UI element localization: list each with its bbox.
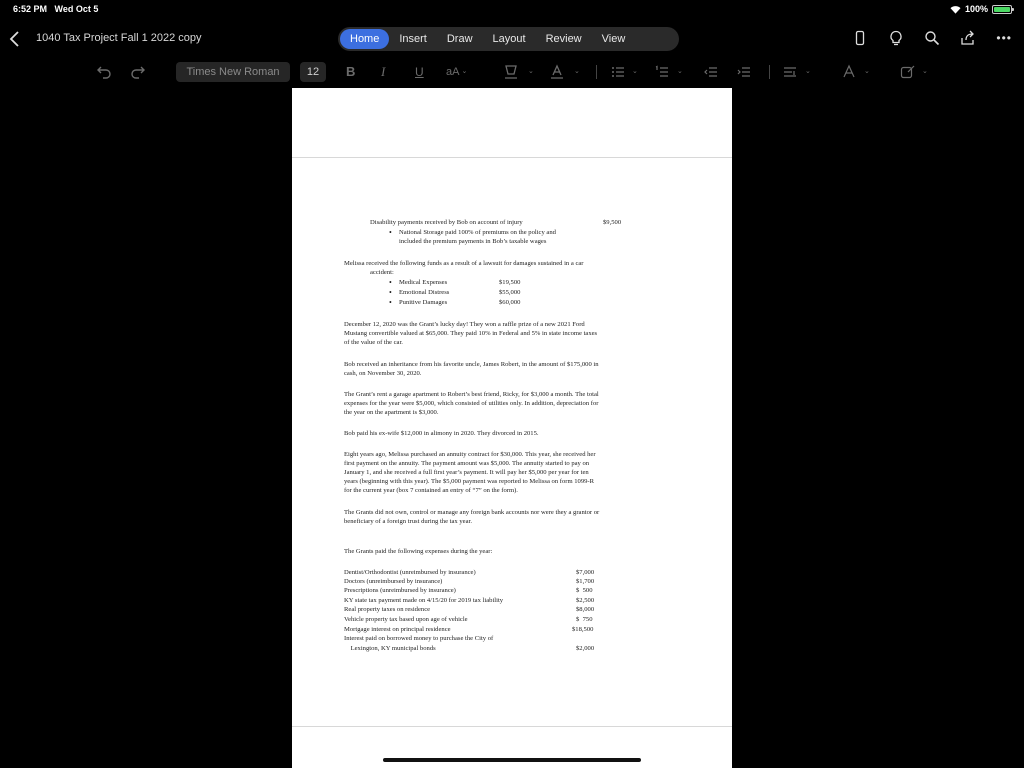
disability-amount: $9,500	[603, 219, 622, 226]
rent-paragraph: expenses for the year were $5,000, which consisted of utilities only. In addition, depreciation for	[344, 400, 599, 407]
tab-layout[interactable]: Layout	[492, 33, 526, 45]
alimony-paragraph: Bob paid his ex-wife $12,000 in alimony in 2020. They divorced in 2015.	[344, 430, 539, 437]
annuity-paragraph: January 1, and she received a full first year’s payment. It will pay her $5,000 per year for ten	[344, 469, 589, 476]
bullets-dropdown-icon[interactable]: ⌄	[632, 68, 638, 75]
numbering-dropdown-icon[interactable]: ⌄	[677, 68, 683, 75]
undo-icon[interactable]	[96, 63, 112, 81]
expense-label: Mortgage interest on principal residence	[344, 626, 451, 633]
inheritance-paragraph: Bob received an inheritance from his favorite uncle, James Robert, in the amount of $175,000 in	[344, 361, 599, 368]
highlighter-icon[interactable]	[503, 63, 519, 81]
expense-amount: $18,500	[572, 626, 594, 633]
melissa-paragraph-cont: accident:	[370, 269, 394, 276]
paragraph-dropdown-icon[interactable]: ⌄	[805, 68, 811, 75]
expense-amount: $ 500	[576, 587, 593, 594]
expense-label: Doctors (unreimbursed by insurance)	[344, 578, 443, 585]
annuity-paragraph: first payment on the annuity. The payment amount was $5,000. The annuity started to pay on	[344, 460, 590, 467]
annuity-paragraph: for the current year (box 7 contained an entry of “7” on the form).	[344, 487, 518, 494]
styles-dropdown-icon[interactable]: ⌄	[864, 68, 870, 75]
annuity-paragraph: years (beginning with this year). The $5,000 payment was reported to Melissa on form 1099-R	[344, 478, 595, 485]
expense-amount: $8,000	[576, 606, 595, 613]
format-icon[interactable]	[899, 63, 915, 81]
raffle-paragraph: Mustang convertible valued at $65,000. They paid 10% in Federal and 5% in state income taxes	[344, 330, 598, 337]
format-dropdown-icon[interactable]: ⌄	[922, 68, 928, 75]
numbering-icon[interactable]	[654, 63, 670, 81]
disability-bullet-cont: included the premium payments in Bob’s taxable wages	[399, 238, 547, 245]
inheritance-paragraph: cash, on November 30, 2020.	[344, 370, 422, 377]
wifi-icon	[950, 5, 961, 14]
document-page[interactable]	[292, 88, 732, 768]
expense-label: KY state tax payment made on 4/15/20 for 2019 tax liability	[344, 597, 504, 604]
status-right	[950, 4, 1012, 14]
tab-home[interactable]: Home	[340, 29, 389, 49]
battery-percent: 100%	[964, 4, 988, 14]
expense-label: Real property taxes on residence	[344, 606, 431, 613]
tab-review[interactable]: Review	[545, 33, 582, 45]
font-color-icon[interactable]	[549, 63, 565, 81]
italic-button[interactable]: I	[381, 64, 386, 79]
damage-label: • Emotional Distress	[399, 289, 449, 297]
document-title[interactable]: 1040 Tax Project Fall 1 2022 copy	[36, 32, 202, 44]
expense-label: Lexington, KY municipal bonds	[344, 645, 436, 652]
decrease-indent-icon[interactable]	[703, 63, 719, 81]
melissa-paragraph: Melissa received the following funds as a result of a lawsuit for damages sustained in a car	[344, 260, 584, 267]
formatting-ribbon	[0, 58, 1024, 86]
paragraph-icon[interactable]	[782, 63, 798, 81]
toolbar-divider	[769, 65, 770, 79]
redo-icon[interactable]	[130, 63, 146, 81]
damage-label: • Punitive Damages	[399, 299, 447, 307]
ribbon-tabs	[338, 27, 679, 51]
status-time: 6:52 PM Wed Oct 5	[13, 4, 99, 14]
tab-view[interactable]: View	[601, 33, 626, 45]
header-boundary	[292, 157, 732, 158]
font-size-adjust-button[interactable]: aA ⌄	[446, 66, 468, 78]
font-name-field[interactable]: Times New Roman	[176, 62, 290, 82]
disability-line: Disability payments received by Bob on account of injury	[370, 219, 523, 226]
expense-label: Dentist/Orthodontist (unreimbursed by insurance)	[344, 569, 476, 576]
underline-button[interactable]: U	[415, 65, 424, 79]
search-icon[interactable]	[924, 30, 940, 46]
home-indicator[interactable]	[383, 758, 641, 762]
back-chevron-icon[interactable]	[8, 29, 22, 49]
phone-icon[interactable]	[852, 30, 868, 46]
tab-draw[interactable]: Draw	[446, 33, 473, 45]
toolbar-divider	[596, 65, 597, 79]
foreign-paragraph: The Grants did not own, control or manage any foreign bank accounts nor were they a grantor or	[344, 509, 600, 516]
foreign-paragraph: beneficiary of a foreign trust during the tax year.	[344, 518, 472, 525]
font-size-field[interactable]: 12	[300, 62, 326, 82]
expenses-intro: The Grants paid the following expenses during the year:	[344, 548, 493, 555]
rent-paragraph: The Grant’s rent a garage apartment to Robert’s best friend, Ricky, for $3,000 a month. The total	[344, 391, 599, 398]
annuity-paragraph: Eight years ago, Melissa purchased an annuity contract for $30,000. This year, she received her	[344, 451, 596, 458]
tab-insert[interactable]: Insert	[399, 33, 427, 45]
status-bar	[0, 0, 1024, 20]
increase-indent-icon[interactable]	[736, 63, 752, 81]
rent-paragraph: the year on the apartment is $3,000.	[344, 409, 439, 416]
bold-button[interactable]: B	[346, 64, 356, 79]
expense-label: Vehicle property tax based upon age of vehicle	[344, 616, 468, 623]
more-icon[interactable]: •••	[996, 31, 1012, 45]
damage-amount: $60,000	[499, 299, 521, 306]
top-icons	[852, 30, 1012, 46]
title-bar	[0, 24, 1024, 54]
expense-amount: $1,700	[576, 578, 595, 585]
expense-amount: $ 750	[576, 616, 593, 623]
expense-amount: $7,000	[576, 569, 595, 576]
expense-label: Interest paid on borrowed money to purchase the City of	[344, 635, 494, 642]
damage-label: • Medical Expenses	[399, 279, 447, 287]
bullets-icon[interactable]	[610, 63, 626, 81]
share-icon[interactable]	[960, 30, 976, 46]
raffle-paragraph: of the value of the car.	[344, 339, 403, 346]
expense-amount: $2,500	[576, 597, 595, 604]
footer-boundary	[292, 726, 732, 727]
disability-bullet: • National Storage paid 100% of premiums on the policy and	[399, 229, 556, 237]
expense-label: Prescriptions (unreimbursed by insurance)	[344, 587, 456, 594]
expense-amount: $2,000	[576, 645, 595, 652]
highlighter-dropdown-icon[interactable]: ⌄	[528, 68, 534, 75]
styles-icon[interactable]	[841, 63, 857, 81]
battery-icon	[992, 5, 1012, 14]
raffle-paragraph: December 12, 2020 was the Grant’s lucky day! They won a raffle prize of a new 2021 Ford	[344, 321, 585, 328]
damage-amount: $19,500	[499, 279, 521, 286]
lightbulb-icon[interactable]	[888, 30, 904, 46]
font-color-dropdown-icon[interactable]: ⌄	[574, 68, 580, 75]
damage-amount: $55,000	[499, 289, 521, 296]
